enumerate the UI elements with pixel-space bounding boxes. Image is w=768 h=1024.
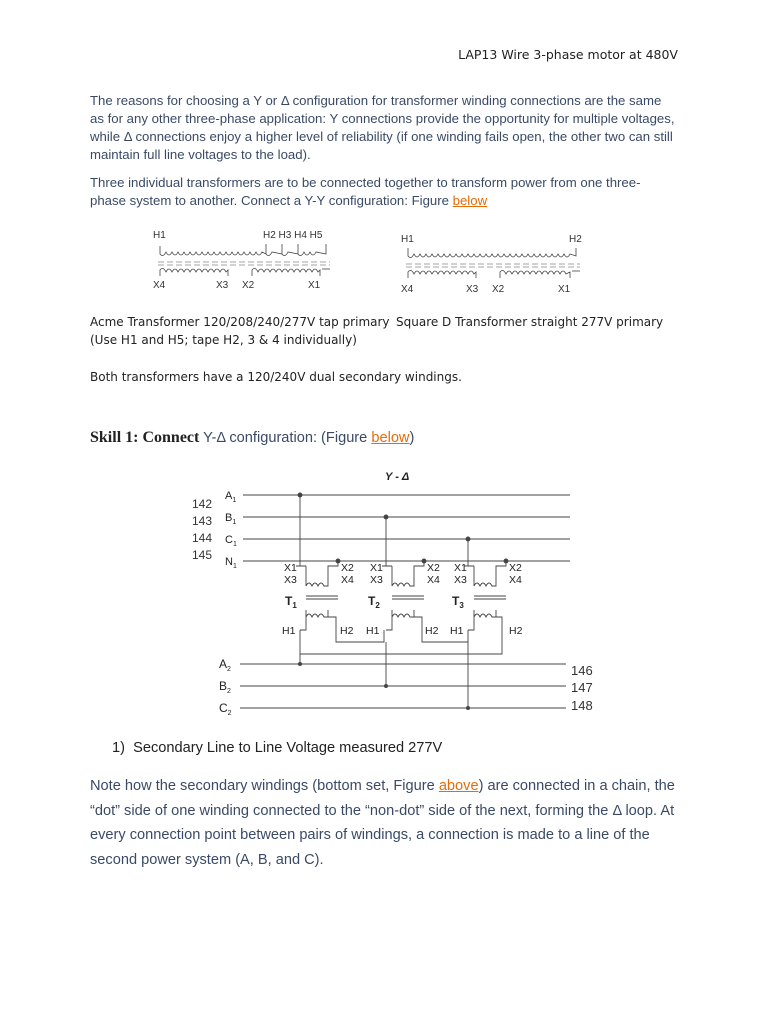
squared-caption: Square D Transformer straight 277V primary xyxy=(396,315,664,329)
acme-x4-label: X4 xyxy=(153,280,166,291)
input-sub-b: 1 xyxy=(232,519,237,526)
t3-x2: X2 xyxy=(509,562,522,574)
squared-transformer-diagram xyxy=(396,226,596,296)
svg-text:A1 xyxy=(225,490,236,504)
input-num-145: 145 xyxy=(192,548,213,562)
t2-h1: H1 xyxy=(366,625,380,637)
t2-x1: X1 xyxy=(370,562,383,574)
list-item-1 xyxy=(112,740,442,756)
input-label-a: A xyxy=(225,490,233,502)
output-label-c: C xyxy=(219,701,228,715)
t3-h2: H2 xyxy=(509,625,523,637)
input-sub-c: 1 xyxy=(232,541,237,548)
svg-text:B1 xyxy=(225,512,236,526)
both-transformers-note: Both transformers have a 120/240V dual secondary windings. xyxy=(90,370,462,384)
skill1-bold: Skill 1: Connect xyxy=(90,429,200,446)
input-label-c: C xyxy=(225,534,233,546)
output-num-148: 148 xyxy=(571,698,593,713)
list-item-text: Secondary Line to Line Voltage measured 277V xyxy=(133,740,443,756)
t2-h2: H2 xyxy=(425,625,439,637)
svg-text:A2 xyxy=(219,657,231,673)
squared-x3-label: X3 xyxy=(466,284,479,295)
page-header: LAP13 Wire 3-phase motor at 480V xyxy=(458,47,678,62)
squared-h1-label: H1 xyxy=(401,234,414,245)
svg-text:T1 xyxy=(285,594,297,610)
t2-sub: 2 xyxy=(375,601,380,610)
t3-name: T xyxy=(452,594,460,608)
svg-text:T3 xyxy=(452,594,464,610)
acme-x1-label: X1 xyxy=(308,280,321,291)
skill1-text: Y-Δ configuration: (Figure xyxy=(199,430,372,446)
t1-x1: X1 xyxy=(284,562,297,574)
y-delta-diagram xyxy=(188,462,608,722)
skill1-close: ) xyxy=(409,430,415,446)
output-sub-b: 2 xyxy=(227,688,231,695)
t2-x2: X2 xyxy=(427,562,440,574)
t3-sub: 3 xyxy=(459,601,464,610)
input-num-143: 143 xyxy=(192,514,213,528)
t3-x3: X3 xyxy=(454,574,467,586)
svg-text:N1 xyxy=(225,556,237,570)
output-sub-a: 2 xyxy=(227,666,231,673)
note-text-2: ) are connected in a chain, the “dot” side of one winding connected to the “non-dot” side of the next, forming the Δ loop. At every connection point between pairs of windings, a connection is made to a line of the second power system (A, B, and C). xyxy=(90,778,675,868)
squared-x1-label: X1 xyxy=(558,284,571,295)
acme-caption-line2: (Use H1 and H5; tape H2, 3 & 4 individually) xyxy=(90,333,357,347)
output-sub-c: 2 xyxy=(227,710,232,717)
acme-transformer-diagram xyxy=(148,226,348,296)
input-label-b: B xyxy=(225,512,233,524)
input-sub-a: 1 xyxy=(232,497,237,504)
svg-text:C2 xyxy=(219,701,232,717)
t1-x2: X2 xyxy=(341,562,354,574)
figure-above-link[interactable]: above xyxy=(438,778,479,794)
instruction-text: Three individual transformers are to be connected together to transform power from one three-phase system to another. Connect a Y-Y configuration: Figure xyxy=(90,175,641,208)
output-num-147: 147 xyxy=(571,680,593,695)
instruction-paragraph xyxy=(90,174,675,210)
svg-text:B2 xyxy=(219,679,231,695)
intro-paragraph: The reasons for choosing a Y or Δ configuration for transformer winding connections are the same as for any other three-phase application: Y connections provide the opportunity for multiple voltages, while Δ connections enjoy a higher level of reliability (if one winding fails open, the other two can still maintain full line voltages to the load). xyxy=(90,93,675,162)
svg-text:T2 xyxy=(368,594,380,610)
list-item-number: 1) xyxy=(112,740,125,756)
t2-x3: X3 xyxy=(370,574,383,586)
t1-x3: X3 xyxy=(284,574,297,586)
transformer-t3 xyxy=(300,537,508,654)
output-label-b: B xyxy=(219,679,228,693)
acme-x3-label: X3 xyxy=(216,280,229,291)
t2-x4: X4 xyxy=(427,574,440,586)
t1-name: T xyxy=(285,594,293,608)
acme-h-taps-label: H2 H3 H4 H5 xyxy=(263,230,323,241)
t3-x1: X1 xyxy=(454,562,467,574)
skill1-figure-link[interactable]: below xyxy=(371,430,410,446)
acme-x2-label: X2 xyxy=(242,280,255,291)
input-sub-n: 1 xyxy=(232,563,237,570)
acme-caption-line1: Acme Transformer 120/208/240/277V tap primary xyxy=(90,315,390,329)
note-text-1: Note how the secondary windings (bottom set, Figure xyxy=(90,778,439,794)
svg-text:C1 xyxy=(225,534,237,548)
squared-x4-label: X4 xyxy=(401,284,414,295)
squared-x2-label: X2 xyxy=(492,284,505,295)
t3-h1: H1 xyxy=(450,625,464,637)
acme-caption xyxy=(90,313,390,349)
t1-h2: H2 xyxy=(340,625,354,637)
output-num-146: 146 xyxy=(571,663,593,678)
acme-h1-label: H1 xyxy=(153,230,166,241)
note-paragraph xyxy=(90,774,680,872)
t1-x4: X4 xyxy=(341,574,354,586)
t2-name: T xyxy=(368,594,376,608)
input-num-144: 144 xyxy=(192,531,213,545)
t1-h1: H1 xyxy=(282,625,296,637)
yd-title: Y - Δ xyxy=(385,471,410,483)
input-num-142: 142 xyxy=(192,497,213,511)
t3-x4: X4 xyxy=(509,574,522,586)
figure-below-link[interactable]: below xyxy=(452,193,488,208)
squared-h2-label: H2 xyxy=(569,234,582,245)
input-label-n: N xyxy=(225,556,233,568)
output-label-a: A xyxy=(219,657,228,671)
skill1-heading xyxy=(90,429,414,447)
t1-sub: 1 xyxy=(292,601,297,610)
